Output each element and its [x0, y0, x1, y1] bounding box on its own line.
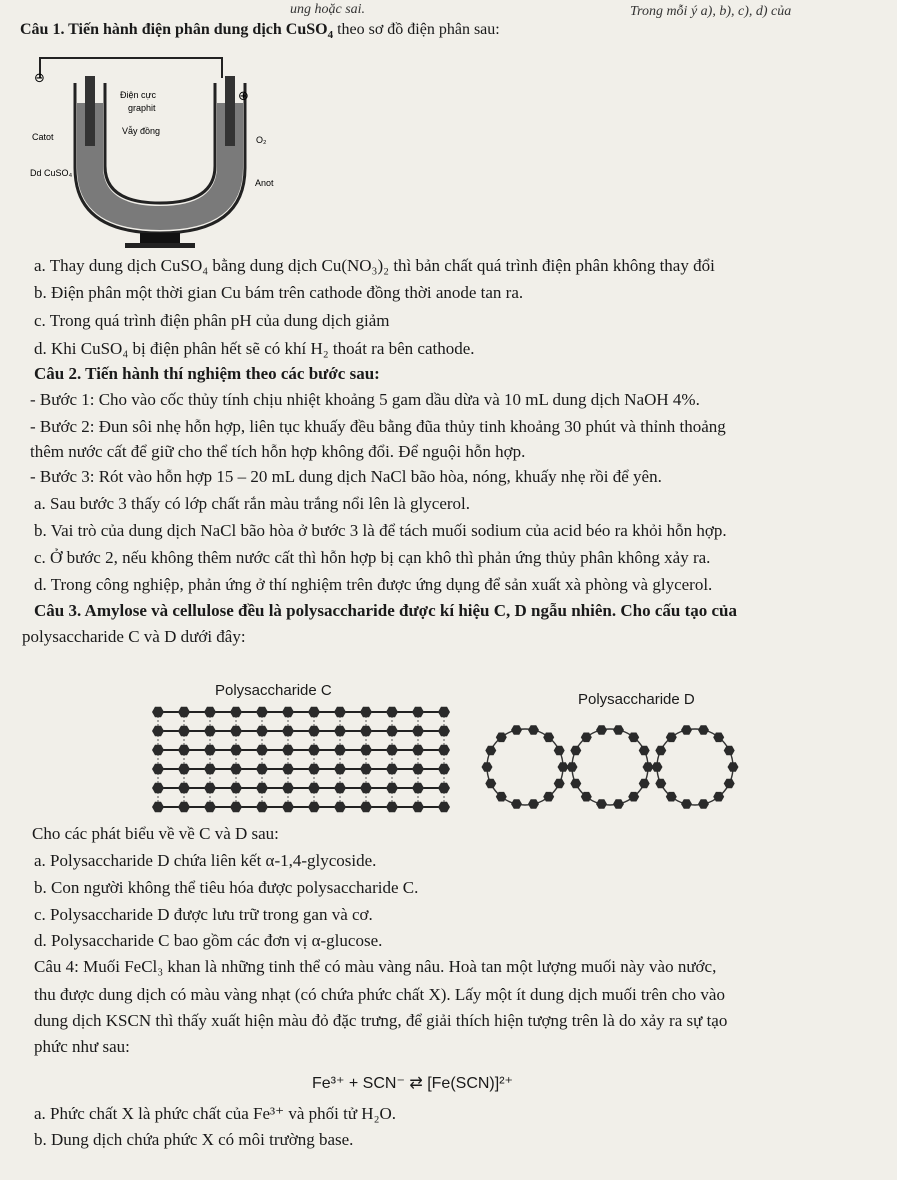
minus-sign: ⊖	[34, 70, 45, 85]
q2-statement-d: d. Trong công nghiệp, phản ứng ở thí nghiệm trên được ứng dụng để sản xuất xà phòng và glycerol.	[34, 575, 713, 594]
glucose-unit	[438, 802, 450, 812]
glucose-unit	[282, 764, 294, 774]
glucose-unit	[204, 726, 216, 736]
glucose-unit	[412, 783, 424, 793]
glucose-unit	[485, 779, 496, 789]
glucose-unit	[178, 783, 190, 793]
q3-statement-c: c. Polysaccharide D được lưu trữ trong gan và cơ.	[34, 905, 373, 924]
plus-sign: ⊕	[238, 88, 249, 103]
glucose-unit	[152, 726, 164, 736]
glucose-unit	[438, 783, 450, 793]
glucose-unit	[438, 745, 450, 755]
polysaccharide-c-figure	[148, 702, 478, 822]
glucose-unit	[554, 746, 565, 756]
q4-statement-b: b. Dung dịch chứa phức X có môi trường base.	[34, 1130, 354, 1149]
electrolysis-diagram	[30, 48, 300, 248]
glucose-unit	[386, 764, 398, 774]
glucose-unit	[596, 799, 607, 809]
glucose-unit	[334, 707, 346, 717]
q4-line2: thu được dung dịch có màu vàng nhạt (có chứa phức chất X). Lấy một ít dung dịch muối trên cho vào	[34, 985, 725, 1004]
q1-statement-a: a. Thay dung dịch CuSO₄ bằng dung dịch Cu(NO₃)₂ thì bản chất quá trình điện phân không thay đổi	[34, 256, 715, 275]
glucose-unit	[256, 726, 268, 736]
electrode-label: Điện cực	[120, 90, 157, 100]
glucose-unit	[308, 783, 320, 793]
glucose-unit	[152, 764, 164, 774]
q2-title: Câu 2. Tiến hành thí nghiệm theo các bước sau:	[34, 364, 380, 383]
glucose-unit	[204, 783, 216, 793]
glucose-unit	[334, 764, 346, 774]
header-left-fragment: ung hoặc sai.	[290, 2, 366, 17]
glucose-unit	[360, 726, 372, 736]
q4-line1: Câu 4: Muối FeCl₃ khan là những tinh thể có màu vàng nâu. Hoà tan một lượng muối này vào nước,	[34, 957, 717, 976]
glucose-unit	[528, 799, 539, 809]
glucose-unit	[282, 783, 294, 793]
glucose-unit	[282, 726, 294, 736]
glucose-unit	[230, 802, 242, 812]
glucose-unit	[655, 779, 666, 789]
q2-statement-c: c. Ở bước 2, nếu không thêm nước cất thì hỗn hợp bị cạn khô thì phản ứng thủy phân không xảy ra.	[34, 548, 711, 567]
glucose-unit	[613, 799, 624, 809]
glucose-unit	[178, 764, 190, 774]
glucose-unit	[438, 707, 450, 717]
glucose-unit	[554, 779, 565, 789]
glucose-unit	[386, 802, 398, 812]
glucose-unit	[152, 802, 164, 812]
polysaccharide-c-label: Polysaccharide C	[215, 682, 332, 699]
glucose-unit	[282, 802, 294, 812]
glucose-unit	[178, 745, 190, 755]
glucose-unit	[178, 707, 190, 717]
glucose-unit	[655, 746, 666, 756]
glucose-unit	[256, 783, 268, 793]
glucose-unit	[178, 802, 190, 812]
glucose-unit	[334, 783, 346, 793]
glucose-unit	[681, 799, 692, 809]
glucose-unit	[681, 725, 692, 735]
glucose-unit	[204, 764, 216, 774]
glucose-unit	[485, 746, 496, 756]
q1-title: Câu 1. Tiến hành điện phân dung dịch CuSO$_4$ theo sơ đồ điện phân sau:	[20, 21, 500, 42]
glucose-unit	[230, 764, 242, 774]
glucose-unit	[282, 707, 294, 717]
graphit-label: graphit	[128, 103, 156, 113]
q2-step2-line2: thêm nước cất để giữ cho thể tích hỗn hợp không đổi. Để nguội hỗn hợp.	[30, 442, 526, 461]
catot-label: Catot	[32, 132, 54, 142]
q1-statement-d: d. Khi CuSO₄ bị điện phân hết sẽ có khí H₂ thoát ra bên cathode.	[34, 339, 475, 358]
glucose-unit	[204, 707, 216, 717]
glucose-unit	[360, 802, 372, 812]
glucose-unit	[412, 764, 424, 774]
glucose-unit	[728, 762, 739, 772]
glucose-unit	[204, 802, 216, 812]
glucose-unit	[613, 725, 624, 735]
glucose-unit	[334, 802, 346, 812]
glucose-unit	[178, 726, 190, 736]
glucose-unit	[652, 762, 663, 772]
q3-title-line2: polysaccharide C và D dưới đây:	[22, 627, 246, 646]
q3-statement-b: b. Con người không thể tiêu hóa được polysaccharide C.	[34, 878, 419, 897]
glucose-unit	[282, 745, 294, 755]
glucose-unit	[152, 707, 164, 717]
q2-step1: - Bước 1: Cho vào cốc thủy tính chịu nhiệt khoảng 5 gam dầu dừa và 10 mL dung dịch NaOH 4%.	[30, 390, 700, 409]
glucose-unit	[438, 726, 450, 736]
copper-label: Vẫy đồng	[122, 126, 161, 136]
glucose-unit	[386, 783, 398, 793]
polysaccharide-d-figure	[480, 712, 740, 822]
polysaccharide-d-label: Polysaccharide D	[578, 691, 695, 708]
glucose-unit	[511, 799, 522, 809]
glucose-unit	[412, 802, 424, 812]
solution-label: Dd CuSO₄	[30, 168, 73, 178]
glucose-unit	[256, 764, 268, 774]
q2-statement-a: a. Sau bước 3 thấy có lớp chất rắn màu trắng nổi lên là glycerol.	[34, 494, 470, 513]
q2-statement-b: b. Vai trò của dung dịch NaCl bão hòa ở bước 3 là để tách muối sodium của acid béo ra khỏi hỗn hợp.	[34, 521, 727, 540]
q3-statement-d: d. Polysaccharide C bao gồm các đơn vị α-glucose.	[34, 931, 383, 950]
glucose-unit	[256, 802, 268, 812]
glucose-unit	[724, 746, 735, 756]
glucose-unit	[334, 726, 346, 736]
q3-intro: Cho các phát biểu về về C và D sau:	[32, 824, 279, 843]
glucose-unit	[256, 707, 268, 717]
glucose-unit	[230, 745, 242, 755]
glucose-unit	[567, 762, 578, 772]
glucose-unit	[386, 726, 398, 736]
glucose-unit	[308, 726, 320, 736]
glucose-unit	[308, 764, 320, 774]
q1-statement-b: b. Điện phân một thời gian Cu bám trên cathode đồng thời anode tan ra.	[34, 283, 524, 302]
glucose-unit	[308, 802, 320, 812]
glucose-unit	[412, 707, 424, 717]
glucose-unit	[412, 745, 424, 755]
glucose-unit	[511, 725, 522, 735]
glucose-unit	[639, 746, 650, 756]
glucose-unit	[360, 764, 372, 774]
glucose-unit	[698, 725, 709, 735]
header-right-fragment: Trong mỗi ý a), b), c), d) của	[630, 4, 792, 19]
glucose-unit	[256, 745, 268, 755]
q2-step3: - Bước 3: Rót vào hỗn hợp 15 – 20 mL dung dịch NaCl bão hòa, nóng, khuấy nhẹ rồi để yên.	[30, 467, 662, 486]
q4-line4: phức như sau:	[34, 1037, 130, 1056]
glucose-unit	[360, 745, 372, 755]
glucose-unit	[152, 745, 164, 755]
glucose-unit	[204, 745, 216, 755]
glucose-unit	[334, 745, 346, 755]
glucose-unit	[639, 779, 650, 789]
glucose-unit	[724, 779, 735, 789]
glucose-unit	[230, 726, 242, 736]
glucose-unit	[528, 725, 539, 735]
q4-equation: Fe³⁺ + SCN⁻ ⇄ [Fe(SCN)]²⁺	[312, 1075, 513, 1092]
glucose-unit	[230, 783, 242, 793]
glucose-unit	[698, 799, 709, 809]
q3-statement-a: a. Polysaccharide D chứa liên kết α-1,4-glycoside.	[34, 851, 377, 870]
glucose-unit	[360, 707, 372, 717]
glucose-unit	[386, 745, 398, 755]
q1-statement-c: c. Trong quá trình điện phân pH của dung dịch giảm	[34, 311, 390, 330]
anot-label: Anot	[255, 178, 274, 188]
glucose-unit	[412, 726, 424, 736]
glucose-unit	[482, 762, 493, 772]
glucose-unit	[360, 783, 372, 793]
glucose-unit	[570, 779, 581, 789]
glucose-unit	[308, 745, 320, 755]
q4-line3: dung dịch KSCN thì thấy xuất hiện màu đỏ đặc trưng, để giải thích hiện tượng trên là do xảy ra sự tạo	[34, 1011, 728, 1030]
glucose-unit	[596, 725, 607, 735]
glucose-unit	[386, 707, 398, 717]
q2-step2-line1: - Bước 2: Đun sôi nhẹ hỗn hợp, liên tục khuấy đều bằng đũa thủy tinh khoảng 30 phút và thỉnh thoảng	[30, 417, 726, 436]
glucose-unit	[230, 707, 242, 717]
q4-statement-a: a. Phức chất X là phức chất của Fe³⁺ và phối tử H₂O.	[34, 1104, 397, 1123]
glucose-unit	[570, 746, 581, 756]
glucose-unit	[308, 707, 320, 717]
glucose-unit	[152, 783, 164, 793]
glucose-unit	[438, 764, 450, 774]
q3-title-line1: Câu 3. Amylose và cellulose đều là polysaccharide được kí hiệu C, D ngẫu nhiên. Cho cấu tạo của	[34, 601, 737, 620]
o2-label: O₂	[256, 135, 267, 145]
